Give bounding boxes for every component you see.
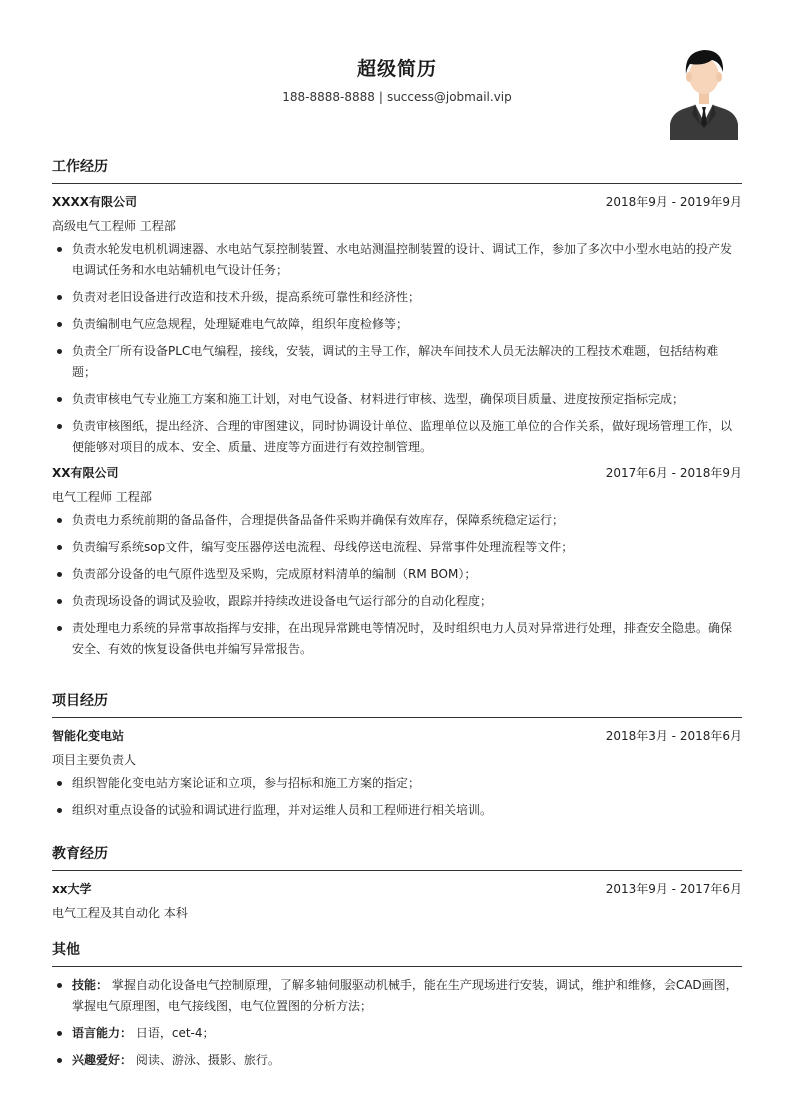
entry-header [52,193,742,211]
section-title: 教育经历 [52,843,742,871]
entry-header [52,880,742,898]
item-label: 语言能力： [72,1026,133,1040]
section-title: 工作经历 [52,156,742,184]
resume-title: 超级简历 [356,58,437,80]
item-text: 阅读、游泳、摄影、旅行。 [135,1053,280,1067]
section-education [52,843,742,922]
section-title: 其他 [52,939,742,967]
list-item: 组织智能化变电站方案论证和立项，参与招标和施工方案的指定； [52,773,742,794]
list-item: 负责水轮发电机机调速器、水电站气泵控制装置、水电站测温控制装置的设计、调试工作，参加了多次中小型水电站的投产发电调试任务和水电站辅机电气设计任务； [52,239,742,281]
job-role: 电气工程师 工程部 [52,490,152,504]
responsibility-list [52,773,742,821]
date-range: 2018年9月 - 2019年9月 [605,195,742,209]
list-item: 负责部分设备的电气原件选型及采购，完成原材料清单的编制（RM BOM）； [52,564,742,585]
list-item [52,1023,742,1044]
section-project [52,690,742,827]
date-range: 2018年3月 - 2018年6月 [605,729,742,743]
company-name: XXXX有限公司 [52,195,138,209]
section-title: 项目经历 [52,690,742,718]
entry-header [52,727,742,745]
item-label: 技能： [72,978,109,992]
project-name: 智能化变电站 [52,729,125,743]
phone: 188-8888-8888 [282,90,375,104]
responsibility-list [52,239,742,458]
list-item [52,975,742,1017]
list-item: 负责现场设备的调试及验收，跟踪并持续改进设备电气运行部分的自动化程度； [52,591,742,612]
email: success@jobmail.vip [386,90,512,104]
list-item [52,1050,742,1071]
degree: 电气工程及其自动化 本科 [52,906,188,920]
item-text: 掌握自动化设备电气控制原理，了解多轴伺服驱动机械手，能在生产现场进行安装，调试，维护和维修，会CAD画图，掌握电气原理图，电气接线图，电气位置图的分析方法； [72,978,738,1013]
project-role: 项目主要负责人 [52,753,137,767]
date-range: 2017年6月 - 2018年9月 [605,466,742,480]
company-name: XX有限公司 [52,466,119,480]
list-item: 负责编制电气应急规程，处理疑难电气故障，组织年度检修等； [52,314,742,335]
school-name: xx大学 [52,882,92,896]
list-item: 责处理电力系统的异常事故指挥与安排，在出现异常跳电等情况时，及时组织电力人员对异常进行处理，排查安全隐患。确保安全、有效的恢复设备供电并编写异常报告。 [52,618,742,660]
list-item: 组织对重点设备的试验和调试进行监理，并对运维人员和工程师进行相关培训。 [52,800,742,821]
list-item: 负责全厂所有设备PLC电气编程，接线，安装，调试的主导工作，解决车间技术人员无法解决的工程技术难题，包括结构难题； [52,341,742,383]
job-role: 高级电气工程师 工程部 [52,219,176,233]
date-range: 2013年9月 - 2017年6月 [605,882,742,896]
section-other [52,939,742,1077]
item-text: 日语，cet-4； [135,1026,215,1040]
list-item: 负责编写系统sop文件，编写变压器停送电流程、母线停送电流程、异常事件处理流程等文件； [52,537,742,558]
contact-separator: | [378,90,383,104]
item-label: 兴趣爱好： [72,1053,133,1067]
responsibility-list [52,510,742,660]
list-item: 负责对老旧设备进行改造和技术升级，提高系统可靠性和经济性； [52,287,742,308]
entry-header [52,464,742,482]
section-work [52,156,742,666]
list-item: 负责审核图纸，提出经济、合理的审图建议，同时协调设计单位、监理单位以及施工单位的合作关系，做好现场管理工作，以便能够对项目的成本、安全、质量、进度等方面进行有效控制管理。 [52,416,742,458]
other-list [52,975,742,1071]
list-item: 负责审核电气专业施工方案和施工计划，对电气设备、材料进行审核、选型，确保项目质量、进度按预定指标完成； [52,389,742,410]
avatar [668,44,740,140]
list-item: 负责电力系统前期的备品备件，合理提供备品备件采购并确保有效库存，保障系统稳定运行； [52,510,742,531]
